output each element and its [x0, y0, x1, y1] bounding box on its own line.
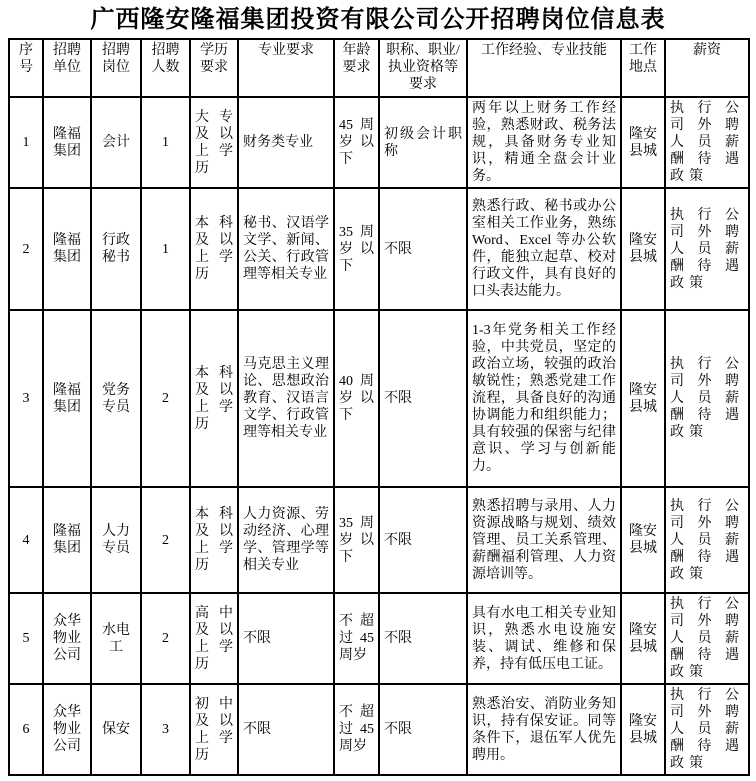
- cell-location: 隆安县城: [621, 593, 665, 684]
- table-body: [9, 97, 749, 775]
- column-header-location: 工作地点: [621, 39, 665, 97]
- cell-salary: 执行公司外聘人员薪酬待遇政策: [665, 97, 749, 188]
- cell-location: 隆安县城: [621, 310, 665, 487]
- table-row: [9, 593, 749, 684]
- cell-count: 1: [141, 188, 190, 310]
- cell-education: 高中及以上学历: [190, 593, 238, 684]
- cell-count: 2: [141, 487, 190, 593]
- column-header-education: 学历要求: [190, 39, 238, 97]
- cell-qualification: 不限: [379, 310, 467, 487]
- cell-major: 马克思主义理论、思想政治教育、汉语言文学、行政管理等相关专业: [238, 310, 334, 487]
- cell-position: 水电工: [91, 593, 141, 684]
- cell-education: 本科及以上学历: [190, 310, 238, 487]
- cell-salary: 执行公司外聘人员薪酬待遇政策: [665, 684, 749, 775]
- column-header-unit: 招聘单位: [43, 39, 91, 97]
- cell-major: 秘书、汉语学文学、新闻、公关、行政管理等相关专业: [238, 188, 334, 310]
- table-row: [9, 684, 749, 775]
- table-header-row: [9, 39, 749, 97]
- column-header-seq: 序号: [9, 39, 43, 97]
- cell-experience: 熟悉行政、秘书或办公室相关工作业务，熟练 Word、Excel 等办公软件，能独立起草、校对行政文件，具有良好的口头表达能力。: [467, 188, 621, 310]
- cell-salary: 执行公司外聘人员薪酬待遇政策: [665, 487, 749, 593]
- cell-seq: 2: [9, 188, 43, 310]
- cell-major: 财务类专业: [238, 97, 334, 188]
- cell-unit: 隆福集团: [43, 310, 91, 487]
- table-row: [9, 487, 749, 593]
- cell-salary: 执行公司外聘人员薪酬待遇政策: [665, 188, 749, 310]
- column-header-age: 年龄要求: [334, 39, 379, 97]
- cell-education: 初中及以上学历: [190, 684, 238, 775]
- cell-qualification: 不限: [379, 684, 467, 775]
- cell-qualification: 不限: [379, 487, 467, 593]
- cell-age: 不超过45周岁: [334, 684, 379, 775]
- cell-salary: 执行公司外聘人员薪酬待遇政策: [665, 310, 749, 487]
- cell-education: 大专及以上学历: [190, 97, 238, 188]
- cell-education: 本科及以上学历: [190, 487, 238, 593]
- cell-age: 不超过45周岁: [334, 593, 379, 684]
- cell-count: 1: [141, 97, 190, 188]
- column-header-position: 招聘岗位: [91, 39, 141, 97]
- cell-qualification: 不限: [379, 593, 467, 684]
- cell-qualification: 初级会计职称: [379, 97, 467, 188]
- table-header: [9, 39, 749, 97]
- cell-seq: 4: [9, 487, 43, 593]
- cell-seq: 3: [9, 310, 43, 487]
- cell-experience: 1-3年党务相关工作经验，中共党员，坚定的政治立场，较强的政治敏锐性；熟悉党建工作流程，具备良好的沟通协调能力和组织能力；具有较强的保密与纪律意识、学习与创新能力。: [467, 310, 621, 487]
- cell-seq: 6: [9, 684, 43, 775]
- column-header-major: 专业要求: [238, 39, 334, 97]
- cell-count: 3: [141, 684, 190, 775]
- cell-position: 保安: [91, 684, 141, 775]
- cell-count: 2: [141, 310, 190, 487]
- cell-position: 人力专员: [91, 487, 141, 593]
- cell-major: 人力资源、劳动经济、心理学、管理学等相关专业: [238, 487, 334, 593]
- cell-major: 不限: [238, 684, 334, 775]
- recruitment-table: [8, 38, 750, 776]
- cell-experience: 两年以上财务工作经验，熟悉财政、税务法规，具备财务专业知识，精通全盘会计业务。: [467, 97, 621, 188]
- table-row: [9, 97, 749, 188]
- cell-position: 行政秘书: [91, 188, 141, 310]
- cell-unit: 众华物业公司: [43, 593, 91, 684]
- column-header-count: 招聘人数: [141, 39, 190, 97]
- cell-location: 隆安县城: [621, 97, 665, 188]
- cell-age: 45周岁以下: [334, 97, 379, 188]
- column-header-experience: 工作经验、专业技能: [467, 39, 621, 97]
- cell-qualification: 不限: [379, 188, 467, 310]
- cell-seq: 1: [9, 97, 43, 188]
- cell-unit: 隆福集团: [43, 487, 91, 593]
- cell-salary: 执行公司外聘人员薪酬待遇政策: [665, 593, 749, 684]
- cell-unit: 隆福集团: [43, 97, 91, 188]
- cell-age: 35周岁以下: [334, 188, 379, 310]
- table-row: [9, 310, 749, 487]
- cell-education: 本科及以上学历: [190, 188, 238, 310]
- cell-unit: 隆福集团: [43, 188, 91, 310]
- cell-position: 党务专员: [91, 310, 141, 487]
- cell-location: 隆安县城: [621, 487, 665, 593]
- cell-location: 隆安县城: [621, 188, 665, 310]
- cell-location: 隆安县城: [621, 684, 665, 775]
- cell-experience: 熟悉招聘与录用、人力资源战略与规划、绩效管理、员工关系管理、薪酬福利管理、人力资源培训等。: [467, 487, 621, 593]
- cell-major: 不限: [238, 593, 334, 684]
- cell-unit: 众华物业公司: [43, 684, 91, 775]
- cell-seq: 5: [9, 593, 43, 684]
- cell-age: 35周岁以下: [334, 487, 379, 593]
- column-header-salary: 薪资: [665, 39, 749, 97]
- cell-experience: 熟悉治安、消防业务知识，持有保安证。同等条件下，退伍军人优先聘用。: [467, 684, 621, 775]
- cell-experience: 具有水电工相关专业知识，熟悉水电设施安装、调试、维修和保养，持有低压电工证。: [467, 593, 621, 684]
- cell-position: 会计: [91, 97, 141, 188]
- column-header-qualification: 职称、职业/执业资格等要求: [379, 39, 467, 97]
- page-title: 广西隆安隆福集团投资有限公司公开招聘岗位信息表: [90, 7, 666, 33]
- cell-count: 2: [141, 593, 190, 684]
- table-row: [9, 188, 749, 310]
- cell-age: 40周岁以下: [334, 310, 379, 487]
